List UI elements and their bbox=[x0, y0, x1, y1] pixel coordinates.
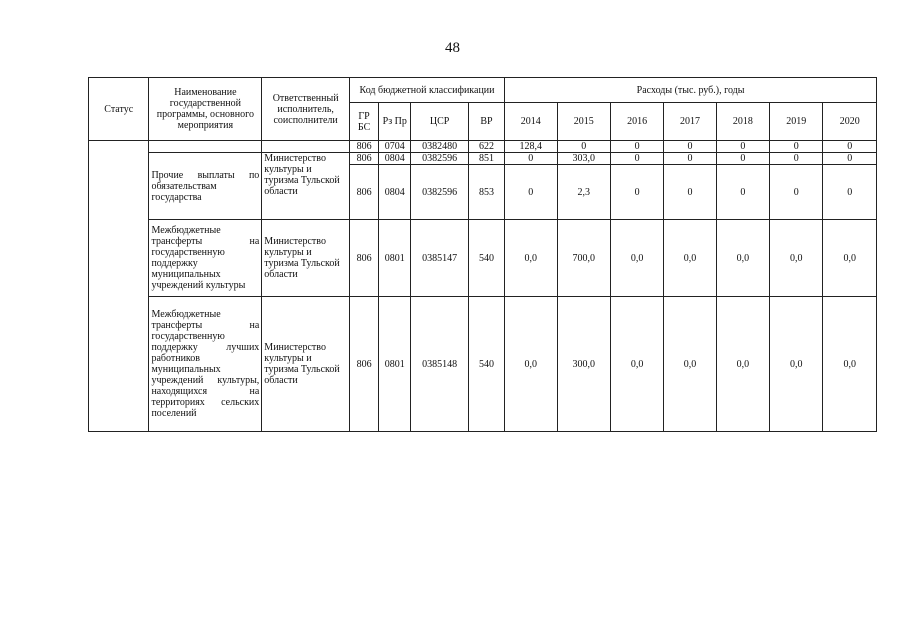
cell-value: 300,0 bbox=[557, 297, 610, 432]
header-rzpr: Рз Пр bbox=[379, 103, 411, 141]
cell-value: 0,0 bbox=[664, 220, 716, 297]
cell-value: 0 bbox=[610, 165, 663, 220]
header-year: 2014 bbox=[505, 103, 557, 141]
cell-value: 0 bbox=[610, 153, 663, 165]
cell-value: 0 bbox=[664, 141, 716, 153]
cell-value: 0 bbox=[505, 165, 557, 220]
cell-rzpr: 0804 bbox=[379, 153, 411, 165]
header-status: Статус bbox=[89, 78, 149, 141]
cell-csr: 0382596 bbox=[411, 165, 468, 220]
row-executor: Министерство культуры и туризма Тульской области bbox=[262, 297, 350, 432]
cell-value: 0 bbox=[823, 141, 877, 153]
header-program-name: Наименование государственной программы, основного мероприятия bbox=[149, 78, 262, 141]
header-year: 2018 bbox=[716, 103, 769, 141]
cell-csr: 0385148 bbox=[411, 297, 468, 432]
cell-value: 0 bbox=[716, 165, 769, 220]
status-cell bbox=[89, 141, 149, 432]
row-executor bbox=[262, 141, 350, 153]
row-name: Прочие выплаты по обязательствам государства bbox=[149, 153, 262, 220]
cell-rzpr: 0801 bbox=[379, 220, 411, 297]
cell-value: 128,4 bbox=[505, 141, 557, 153]
cell-value: 0,0 bbox=[505, 297, 557, 432]
header-year: 2017 bbox=[664, 103, 716, 141]
page-number: 48 bbox=[445, 40, 460, 56]
cell-value: 0,0 bbox=[716, 297, 769, 432]
expenses-table bbox=[88, 77, 877, 432]
cell-value: 0,0 bbox=[770, 220, 823, 297]
cell-value: 0 bbox=[823, 153, 877, 165]
row-executor: Министерство культуры и туризма Тульской области bbox=[262, 153, 350, 220]
cell-value: 0,0 bbox=[505, 220, 557, 297]
row-executor: Министерство культуры и туризма Тульской области bbox=[262, 220, 350, 297]
cell-vr: 853 bbox=[468, 165, 504, 220]
row-name: Межбюджетные трансферты на государственную поддержку муниципальных учреждений культуры bbox=[149, 220, 262, 297]
cell-vr: 851 bbox=[468, 153, 504, 165]
header-expenses: Расходы (тыс. руб.), годы bbox=[505, 78, 877, 103]
cell-value: 0,0 bbox=[610, 297, 663, 432]
header-year: 2015 bbox=[557, 103, 610, 141]
table-row bbox=[89, 141, 877, 153]
cell-rzpr: 0804 bbox=[379, 165, 411, 220]
cell-value: 0 bbox=[770, 153, 823, 165]
cell-grbs: 806 bbox=[349, 153, 378, 165]
row-name bbox=[149, 141, 262, 153]
cell-value: 0 bbox=[716, 153, 769, 165]
cell-grbs: 806 bbox=[349, 297, 378, 432]
cell-value: 0,0 bbox=[610, 220, 663, 297]
cell-value: 0,0 bbox=[664, 297, 716, 432]
table-row bbox=[89, 220, 877, 297]
cell-value: 0 bbox=[664, 153, 716, 165]
table-row bbox=[89, 153, 877, 165]
cell-value: 0,0 bbox=[823, 297, 877, 432]
cell-csr: 0382480 bbox=[411, 141, 468, 153]
cell-grbs: 806 bbox=[349, 165, 378, 220]
cell-value: 0 bbox=[770, 165, 823, 220]
header-budget-code: Код бюджетной классификации bbox=[349, 78, 504, 103]
cell-value: 700,0 bbox=[557, 220, 610, 297]
cell-value: 0,0 bbox=[716, 220, 769, 297]
cell-vr: 622 bbox=[468, 141, 504, 153]
table-row bbox=[89, 297, 877, 432]
header-year: 2020 bbox=[823, 103, 877, 141]
cell-value: 303,0 bbox=[557, 153, 610, 165]
cell-value: 0 bbox=[557, 141, 610, 153]
row-name: Межбюджетные трансферты на государственную поддержку лучших работников муниципальных учреждений культуры, находящихся на территориях сельских поселений bbox=[149, 297, 262, 432]
header-year: 2016 bbox=[610, 103, 663, 141]
cell-vr: 540 bbox=[468, 297, 504, 432]
cell-grbs: 806 bbox=[349, 141, 378, 153]
cell-value: 0 bbox=[823, 165, 877, 220]
header-vr: ВР bbox=[468, 103, 504, 141]
cell-rzpr: 0801 bbox=[379, 297, 411, 432]
cell-value: 0 bbox=[610, 141, 663, 153]
cell-value: 0 bbox=[505, 153, 557, 165]
cell-grbs: 806 bbox=[349, 220, 378, 297]
header-executor: Ответственный исполнитель, соисполнители bbox=[262, 78, 350, 141]
cell-csr: 0385147 bbox=[411, 220, 468, 297]
cell-value: 2,3 bbox=[557, 165, 610, 220]
cell-rzpr: 0704 bbox=[379, 141, 411, 153]
cell-value: 0 bbox=[770, 141, 823, 153]
header-year: 2019 bbox=[770, 103, 823, 141]
cell-value: 0,0 bbox=[770, 297, 823, 432]
header-csr: ЦСР bbox=[411, 103, 468, 141]
cell-vr: 540 bbox=[468, 220, 504, 297]
cell-value: 0 bbox=[664, 165, 716, 220]
cell-value: 0,0 bbox=[823, 220, 877, 297]
header-grbs: ГР БС bbox=[349, 103, 378, 141]
cell-value: 0 bbox=[716, 141, 769, 153]
cell-csr: 0382596 bbox=[411, 153, 468, 165]
